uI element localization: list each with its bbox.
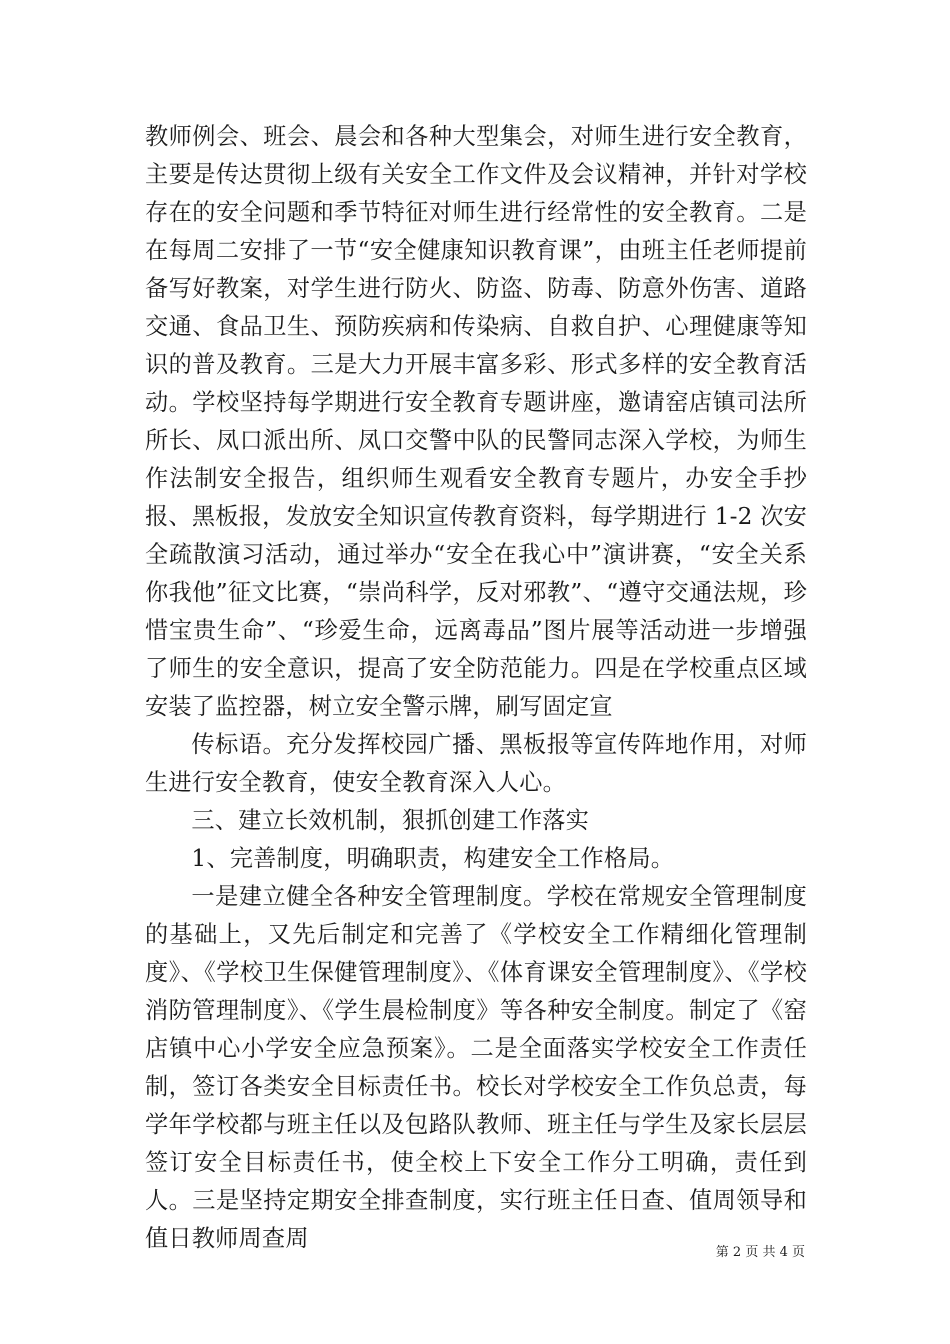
page-number-footer: 第 2 页 共 4 页 — [715, 1245, 805, 1260]
paragraph-slogans: 传标语。充分发挥校园广播、黑板报等宣传阵地作用，对师生进行安全教育，使安全教育深入人心。 — [145, 731, 807, 796]
paragraph-management-system: 一是建立健全各种安全管理制度。学校在常规安全管理制度的基础上，又先后制定和完善了《学校安全工作精细化管理制度》、《学校卫生保健管理制度》、《体育课安全管理制度》、《学校消防管理制度》、《学生晨检制度》等各种安全制度。制定了《窑店镇中心小学安全应急预案》。二是全面落实学校安全工作责任制，签订各类安全目标责任书。校长对学校安全工作负总责，每学年学校都与班主任以及包路队教师、班主任与学生及家长层层签订安全目标责任书，使全校上下安全工作分工明确，责任到人。三是坚持定期安全排查制度，实行班主任日查、值周领导和值日教师周查周 — [145, 883, 807, 1252]
section-heading-long-term-mechanism: 三、建立长效机制，狠抓创建工作落实 — [191, 807, 589, 834]
document-body — [145, 118, 807, 1258]
subsection-heading-improve-system: 1、完善制度，明确职责，构建安全工作格局。 — [191, 845, 675, 872]
paragraph-safety-education-continued: 教师例会、班会、晨会和各种大型集会，对师生进行安全教育，主要是传达贯彻上级有关安全工作文件及会议精神，并针对学校存在的安全问题和季节特征对师生进行经常性的安全教育。二是在每周二安排了一节“安全健康知识教育课”，由班主任老师提前备写好教案，对学生进行防火、防盗、防毒、防意外伤害、道路交通、食品卫生、预防疾病和传染病、自救自护、心理健康等知识的普及教育。三是大力开展丰富多彩、形式多样的安全教育活动。学校坚持每学期进行安全教育专题讲座，邀请窑店镇司法所所长、凤口派出所、凤口交警中队的民警同志深入学校，为师生作法制安全报告，组织师生观看安全教育专题片，办安全手抄报、黑板报，发放安全知识宣传教育资料，每学期进行 1-2 次安全疏散演习活动，通过举办“安全在我心中”演讲赛，“安全关系你我他”征文比赛，“崇尚科学，反对邪教”、“遵守交通法规，珍惜宝贵生命”、“珍爱生命，远离毒品”图片展等活动进一步增强了师生的安全意识，提高了安全防范能力。四是在学校重点区域安装了监控器，树立安全警示牌，刷写固定宣 — [145, 123, 807, 720]
